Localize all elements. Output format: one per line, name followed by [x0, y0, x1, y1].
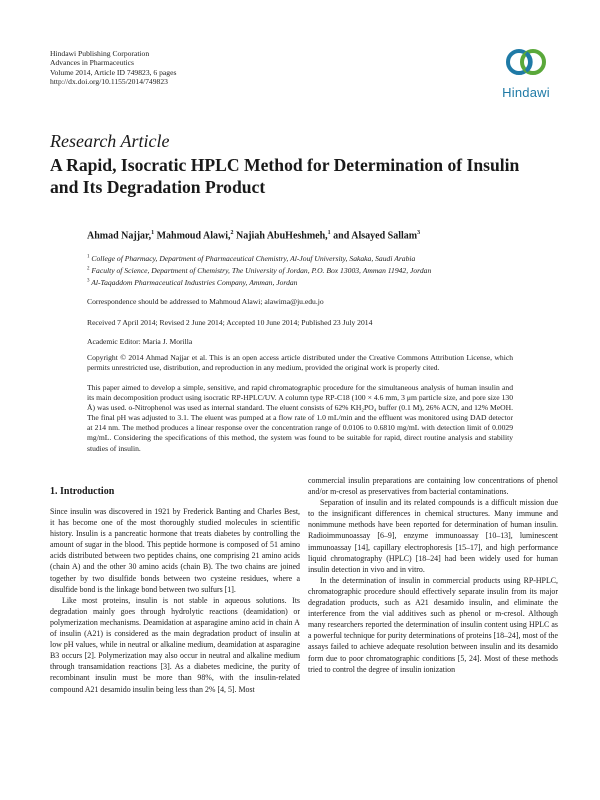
affiliation-number: 2 — [87, 266, 90, 272]
affiliation-number: 3 — [87, 278, 90, 284]
body-paragraph: Separation of insulin and its related compounds is a difficult mission due to the insignificant differences in chemical structures. Many immune and nonimmune methods have been reported for determination of human insulin. Radioimmunoassay [6–9], enzyme immunoassay [10–13], luminescent immunoassay [14], capillary electrophoresis [15–17], and high performance liquid chromatography (HPLC) [18–24] had been widely used for human insulin detection in vivo and in vitro. — [308, 498, 558, 574]
author-affiliation-mark: 1 — [151, 230, 155, 236]
volume-info: Volume 2014, Article ID 749823, 6 pages — [50, 67, 177, 77]
correspondence: Correspondence should be addressed to Mahmoud Alawi; alawima@ju.edu.jo — [87, 297, 324, 306]
affiliation-text: Al-Taqaddom Pharmaceutical Industries Company, Amman, Jordan — [91, 278, 298, 287]
article-type: Research Article — [50, 131, 170, 151]
journal-name: Advances in Pharmaceutics — [50, 58, 134, 68]
body-column-left — [50, 506, 300, 695]
body-paragraph: Since insulin was discovered in 1921 by Frederick Banting and Charles Best, it has become one of the most thoroughly studied molecules in scientific history. Insulin is a pancreatic hormone that treats diabetes by controlling the amount of sugar in the blood. This peptide hormone is composed of 51 amino acids distributed between two peptides chains, one comprising 21 amino acids (chain A) and the other 30 amino acids (chain B). The two chains are joined together by two disulfide bonds between two cysteine residues, where a disulfide bond is the linkage bond between two sulfurs [1]. — [50, 507, 300, 594]
author-name: and Alsayed Sallam — [330, 230, 418, 242]
author-affiliation-mark: 1 — [327, 230, 331, 236]
hindawi-logo-text: Hindawi — [502, 85, 550, 100]
publisher-line: Hindawi Publishing Corporation — [50, 49, 150, 58]
doi-link[interactable]: http://dx.doi.org/10.1155/2014/749823 — [50, 77, 168, 87]
affiliation — [87, 266, 431, 275]
author-list — [87, 230, 420, 241]
publication-dates: Received 7 April 2014; Revised 2 June 2014; Accepted 10 June 2014; Published 23 July 2014 — [87, 318, 373, 327]
hindawi-logo-icon — [504, 44, 548, 84]
author-affiliation-mark: 2 — [230, 230, 234, 236]
body-paragraph: commercial insulin preparations are containing low concentrations of phenol and/or m-cresol as preservatives from bacterial contaminations. — [308, 476, 558, 497]
copyright-notice: Copyright © 2014 Ahmad Najjar et al. This is an open access article distributed under the Creative Commons Attribution License, which permits unrestricted use, distribution, and reproduction in any medium, provided the original work is properly cited. — [87, 353, 513, 373]
body-paragraph: In the determination of insulin in commercial products using RP-HPLC, chromatographic procedure should effectively separate insulin from its major degradation products, such as A21 desamido insulin, and eliminate the interference from the vial additives such as phenol or m-cresol. Although many researchers reported the determination of insulin content using HPLC as a powerful technique for purity determinations of proteins [18–24], most of the assays failed to achieve adequate resolution between insulin and its desamido form due to poor chromatographic conditions [5, 24]. Most of these methods tried to control the degree of insulin ionization — [308, 575, 558, 674]
hindawi-logo — [486, 44, 566, 106]
author-affiliation-mark: 3 — [417, 230, 421, 236]
abstract: This paper aimed to develop a simple, sensitive, and rapid chromatographic procedure for the simultaneous analysis of human insulin and its main decomposition product using isocratic RP-HPLC/UV. A column type RP-C18 (100 × 4.6 mm, 3 μm particle size, and pore size 130 Å) was used. o-Nitrophenol was used as internal standard. The eluent consists of 62% KH₂PO₄ buffer (0.1 M), 26% ACN, and 12% MeOH. The final pH was adjusted to 3.1. The eluent was pumped at a flow rate of 1.0 mL/min and the effluent was monitored using DAD detector at 214 nm. The method produces a linear response over the concentration range of 0.0106 to 0.6810 mg/mL with detection limit of 0.0029 mg/mL. Considering the specifications of this method, the system was found to be suitable for rapid, direct routine analysis and stability studies of insulin. — [87, 383, 513, 453]
body-paragraph: Like most proteins, insulin is not stable in aqueous solutions. Its degradation mainly goes through hydrolytic reactions (deamidation) or polymerization mechanisms. Deamidation at asparagine amino acid in chain A of insulin (A21) is considered as the main degradation product of insulin at low pH values, while in neutral or alkaline medium, deamidation at asparagine B3 occurs [2]. Polymerization may also occur in neutral and alkaline medium through transamidation reactions [3]. As a diabetes medicine, the purity of recombinant insulin must be more than 98%, with the insulin-related compound A21 desamido insulin being less than 2% [4, 5]. Most — [50, 595, 300, 694]
author-name: Ahmad Najjar, — [87, 230, 152, 242]
affiliation-text: College of Pharmacy, Department of Pharmaceutical Chemistry, Al-Jouf University, Sakaka, Saudi Arabia — [91, 254, 416, 263]
section-heading: 1. Introduction — [50, 486, 115, 497]
affiliation-text: Faculty of Science, Department of Chemistry, The University of Jordan, P.O. Box 13003, Amman 11942, Jordan — [91, 266, 432, 275]
author-name: Najiah AbuHeshmeh, — [233, 230, 328, 242]
author-name: Mahmoud Alawi, — [154, 230, 231, 242]
article-title: A Rapid, Isocratic HPLC Method for Determination of Insulin and Its Degradation Product — [50, 155, 520, 197]
body-column-right — [308, 475, 558, 675]
affiliation — [87, 278, 297, 287]
academic-editor: Academic Editor: Maria J. Morilla — [87, 337, 193, 346]
journal-header — [50, 49, 176, 87]
affiliation — [87, 254, 415, 263]
affiliation-number: 1 — [87, 254, 90, 260]
